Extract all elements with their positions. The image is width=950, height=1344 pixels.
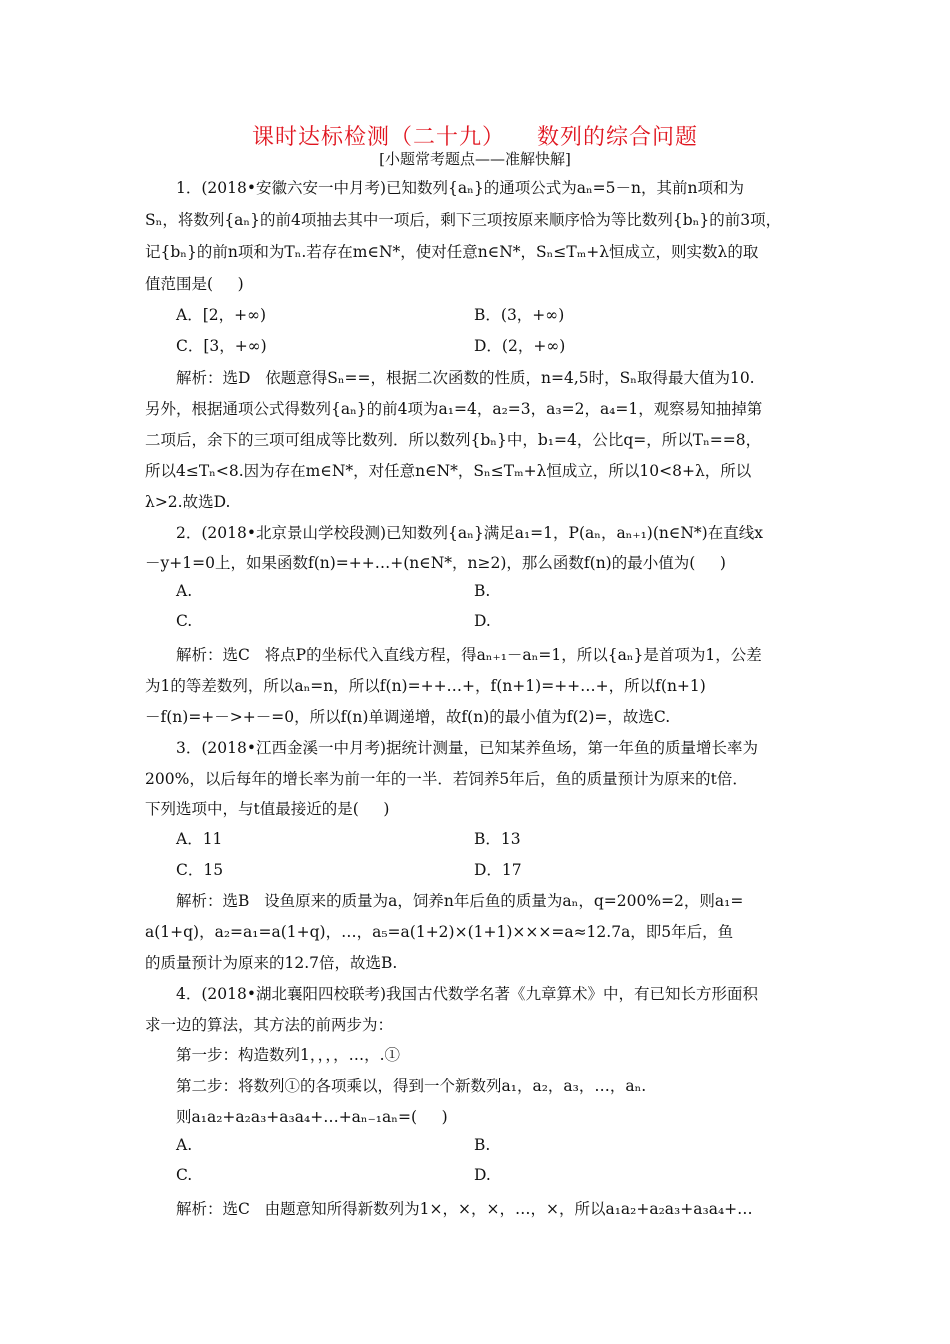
q4-step-one: 第一步：构造数列1，，，，…，.① [176, 1046, 401, 1064]
page-title: 课时达标检测（二十九） 数列的综合问题 [252, 125, 698, 150]
q4-solution-line-1: 解析：选C 由题意知所得新数列为1×，×，×，…，×，所以a₁a₂+a₂a₃+a₃a₄+… [176, 1200, 753, 1218]
q1-stem-line-3: 记{bₙ}的前n项和为Tₙ.若存在m∈N*，使对任意n∈N*，Sₙ≤Tₘ+λ恒成立，则实数λ的取 [145, 243, 759, 261]
q2-stem-line-1: 2．(2018•北京景山学校段测)已知数列{aₙ}满足a₁=1，P(aₙ，aₙ₊₁)(n∈N*)在直线x [176, 524, 763, 542]
q1-option-b: B．(3，+∞) [474, 306, 565, 324]
q1-solution-line-2: 另外，根据通项公式得数列{aₙ}的前4项为a₁=4，a₂=3，a₃=2，a₄=1，观察易知抽掉第 [145, 400, 763, 418]
q2-stem-line-2: －y+1=0上，如果函数f(n)=++…+(n∈N*，n≥2)，那么函数f(n)的最小值为( ) [145, 554, 726, 572]
q3-option-d: D．17 [474, 861, 522, 879]
q2-option-b: B. [474, 582, 491, 600]
q4-option-c: C. [176, 1166, 193, 1184]
q3-option-c: C．15 [176, 861, 224, 879]
q1-solution-line-3: 二项后，余下的三项可组成等比数列．所以数列{bₙ}中，b₁=4，公比q=，所以Tₙ==8， [145, 431, 762, 449]
q4-question-line: 则a₁a₂+a₂a₃+a₃a₄+…+aₙ₋₁aₙ=( ) [176, 1108, 448, 1126]
q1-stem-line-4: 值范围是( ) [145, 275, 244, 293]
q2-solution-line-2: 为1的等差数列，所以aₙ=n，所以f(n)=++…+，f(n+1)=++…+，所以f(n+1) [145, 677, 706, 695]
page-subtitle: [小题常考题点——准解快解] [379, 150, 571, 168]
q3-solution-line-1: 解析：选B 设鱼原来的质量为a，饲养n年后鱼的质量为aₙ，q=200%=2，则a₁= [176, 892, 744, 910]
q2-option-c: C. [176, 612, 193, 630]
q4-step-two: 第二步：将数列①的各项乘以，得到一个新数列a₁，a₂，a₃，…，aₙ. [176, 1077, 647, 1095]
q1-option-a: A．[2，+∞) [176, 306, 267, 324]
q1-solution-line-5: λ>2.故选D. [145, 493, 231, 511]
q3-stem-line-3: 下列选项中，与t值最接近的是( ) [145, 800, 390, 818]
q2-option-d: D. [474, 612, 491, 630]
q1-stem-line-1: 1．(2018•安徽六安一中月考)已知数列{aₙ}的通项公式为aₙ=5－n，其前n项和为 [176, 179, 744, 197]
q4-option-d: D. [474, 1166, 491, 1184]
q4-option-a: A. [176, 1136, 193, 1154]
q4-stem-line-2: 求一边的算法，其方法的前两步为： [145, 1016, 394, 1034]
q1-option-d: D．(2，+∞) [474, 337, 566, 355]
q4-stem-line-1: 4．(2018•湖北襄阳四校联考)我国古代数学名著《九章算术》中，有已知长方形面积 [176, 985, 759, 1003]
q3-solution-line-3: 的质量预计为原来的12.7倍，故选B. [145, 954, 398, 972]
q3-option-a: A．11 [176, 830, 223, 848]
q3-option-b: B．13 [474, 830, 521, 848]
q2-solution-line-3: －f(n)=+－>+－=0，所以f(n)单调递增，故f(n)的最小值为f(2)=，故选C. [145, 708, 671, 726]
q1-solution-line-1: 解析：选D 依题意得Sₙ==，根据二次函数的性质，n=4,5时，Sₙ取得最大值为10. [176, 369, 755, 387]
q1-solution-line-4: 所以4≤Tₙ<8.因为存在m∈N*，对任意n∈N*，Sₙ≤Tₘ+λ恒成立，所以10<8+λ，所以 [145, 462, 752, 480]
q3-stem-line-1: 3．(2018•江西金溪一中月考)据统计测量，已知某养鱼场，第一年鱼的质量增长率为 [176, 739, 759, 757]
q2-solution-line-1: 解析：选C 将点P的坐标代入直线方程，得aₙ₊₁－aₙ=1，所以{aₙ}是首项为1，公差 [176, 646, 762, 664]
q4-option-b: B. [474, 1136, 491, 1154]
q2-option-a: A. [176, 582, 193, 600]
q3-stem-line-2: 200%，以后每年的增长率为前一年的一半．若饲养5年后，鱼的质量预计为原来的t倍． [145, 770, 748, 788]
q1-stem-line-2: Sₙ，将数列{aₙ}的前4项抽去其中一项后，剩下三项按原来顺序恰为等比数列{bₙ}的前3项， [145, 211, 782, 229]
q1-option-c: C．[3，+∞) [176, 337, 267, 355]
q3-solution-line-2: a(1+q)，a₂=a₁=a(1+q)，…，a₅=a(1+2)×(1+1)×××=a≈12.7a，即5年后，鱼 [145, 923, 734, 941]
